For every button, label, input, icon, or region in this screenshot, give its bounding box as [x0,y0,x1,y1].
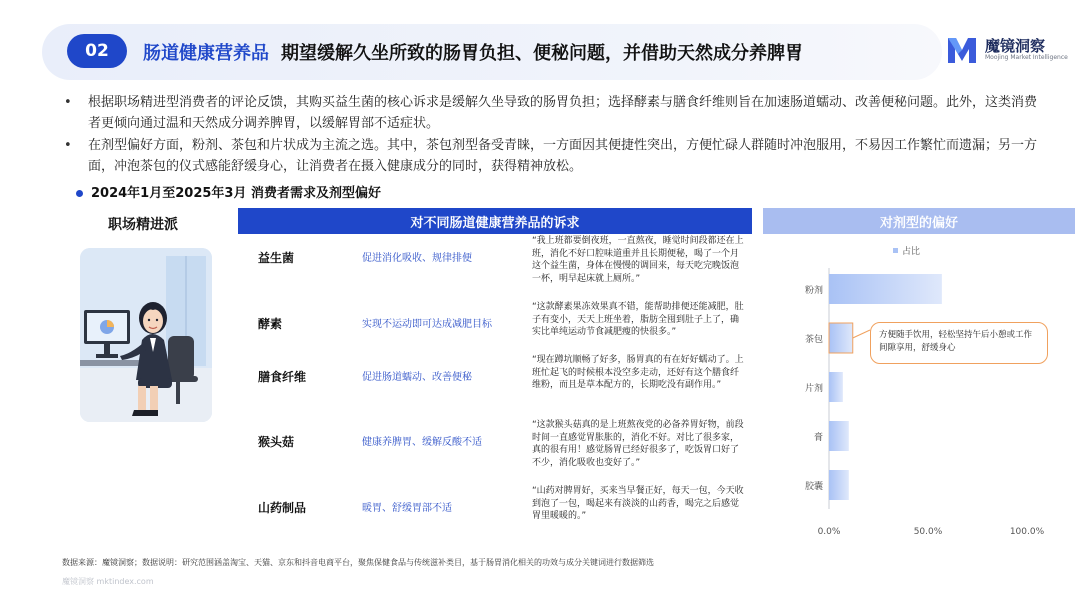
category-label: 茶包 [804,335,823,345]
x-tick-label: 50.0% [913,527,943,537]
bar-胶囊 [829,470,849,500]
tea-bag-callout: 方便随手饮用，轻松坚持午后小憩或工作间隙享用，舒缓身心 [870,322,1048,364]
row-quote: “山药对脾胃好，买来当早餐正好，每天一包，今天收到泡了一包，喝起来有淡淡的山药香，喝完之后感觉胃里暖暖的。” [532,486,744,521]
row-quote: “这款酵素果冻效果真不错，能帮助排便还能减肥，肚子有变小，天天上班坐着，脂肪全囤到肚子上了，确实比单纯运动节食减肥瘦的快很多。” [532,302,744,337]
callout-connector [853,330,870,338]
persona-title: 职场精进派 [108,217,178,233]
category-label: 粉剂 [804,286,823,296]
row-category: 益生菌 [258,251,295,265]
summary-bullet: • 在剂型偏好方面，粉剂、茶包和片状成为主流之选。其中，茶包剂型备受青睐，一方面因其便捷性突出，方便忙碌人群随时冲泡服用，不易因工作繁忙而遗漏；另一方面，冲泡茶包的仪式感能舒缓身心，让消费者在摄入健康成分的同时，获得精神放松。 [64,135,1044,177]
brand-name: 魔镜洞察 [985,37,1046,55]
persona-illustration [80,248,212,422]
bar-茶包 [829,323,853,353]
row-quote: “现在蹲坑顺畅了好多，肠胃真的有在好好蠕动了。上班忙起飞的时候根本没空多走动，还好有这个膳食纤维粉，而且是草本配方的，长期吃没有副作用。” [532,355,744,390]
category-label: 膏 [813,433,823,443]
row-category: 膳食纤维 [258,370,307,384]
bar-粉剂 [829,274,942,304]
page-title-accent: 肠道健康营养品 [143,43,269,64]
row-category: 山药制品 [258,501,307,515]
needs-table-header: 对不同肠道健康营养品的诉求 [238,208,752,234]
row-claim: 促进消化吸收、规律排便 [362,253,472,264]
category-label: 胶囊 [804,482,823,492]
legend-swatch [893,248,898,253]
brand-logo-icon [945,33,979,67]
dosage-preference-chart [763,236,1075,542]
brand-logo [945,33,1075,69]
section-title-text: 2024年1月至2025年3月 消费者需求及剂型偏好 [91,186,381,201]
x-tick-label: 100.0% [1009,527,1045,537]
section-title [76,182,381,201]
section-number-badge: 02 [67,34,127,68]
dosage-chart-header: 对剂型的偏好 [763,208,1075,234]
row-claim: 促进肠道蠕动、改善便秘 [362,372,472,383]
row-category: 猴头菇 [258,435,295,449]
page-title-rest: 期望缓解久坐所致的肠胃负担、便秘问题，并借助天然成分养脾胃 [281,43,803,64]
row-claim: 健康养脾胃、缓解反酸不适 [362,437,482,448]
bar-膏 [829,421,849,451]
page-title [143,39,803,65]
watermark: 魔镜洞察 mktindex.com [62,577,154,586]
x-tick-label: 0.0% [817,527,841,537]
office-worker-icon [80,248,212,422]
data-source-footnote: 数据来源：魔镜洞察；数据说明：研究范围涵盖淘宝、天猫、京东和抖音电商平台，聚焦保健食品与传统滋补类目，基于肠胃消化相关的功效与成分关键词进行数据筛选 [62,558,654,567]
row-quote: “这款猴头菇真的是上班熬夜党的必备养胃好物，前段时间一直感觉胃胀胀的，消化不好。对比了很多家，真的很有用！感觉肠胃已经好很多了，吃饭胃口好了不少，消化吸收也变好了。” [532,420,744,468]
summary-bullets [64,92,1044,178]
summary-bullet: • 根据职场精进型消费者的评论反馈，其购买益生菌的核心诉求是缓解久坐导致的肠胃负担；选择酵素与膳食纤维则旨在加速肠道蠕动、改善便秘问题。此外，这类消费者更倾向通过温和天然成分调养脾胃，以缓解胃部不适症状。 [64,92,1044,134]
row-claim: 暖胃、舒缓胃部不适 [362,503,452,514]
brand-subtitle: Moojing Market Intelligence [985,54,1068,61]
section-dot-icon [76,190,83,197]
category-label: 片剂 [804,384,823,394]
row-quote: “我上班都要倒夜班，一直熬夜，睡觉时间段都还在上班，消化不好口腔味道重并且长期便秘，喝了一个月这个益生菌，身体在慢慢的调回来，每天吃完晚饭泡一杯，明早起床就上厕所。” [532,236,744,284]
legend-label: 占比 [902,247,921,257]
row-category: 酵素 [258,317,283,331]
bar-片剂 [829,372,843,402]
row-claim: 实现不运动即可达成减肥目标 [362,319,492,330]
